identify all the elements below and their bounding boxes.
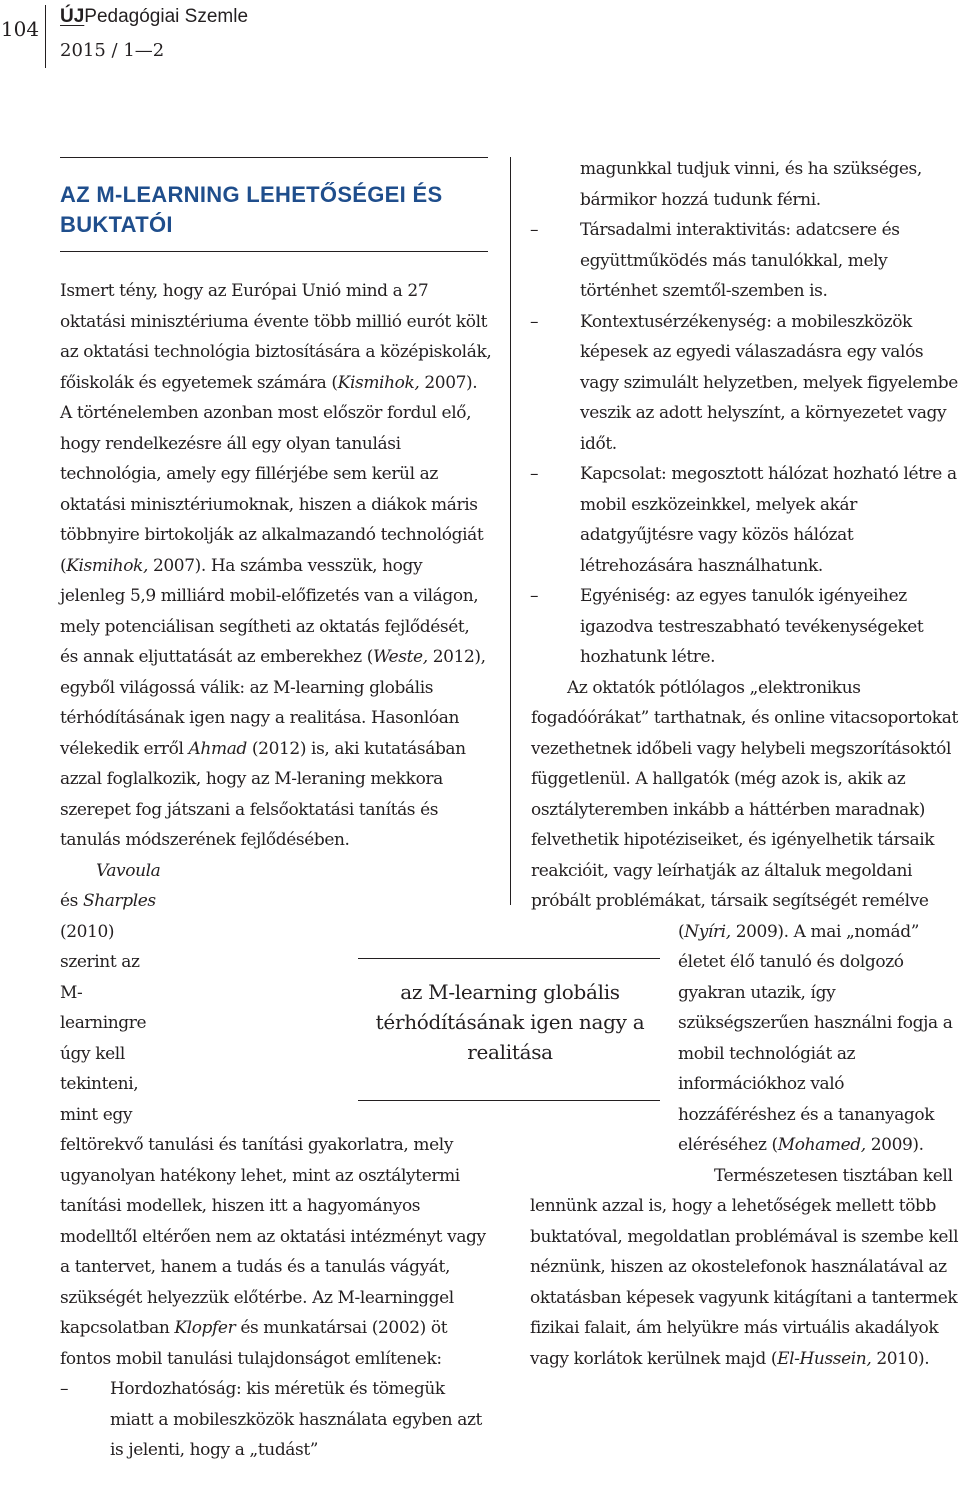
citation: Nyíri, [684, 921, 731, 942]
citation: Klopfer [174, 1318, 236, 1338]
citation: Mohamed, [777, 1135, 866, 1155]
list-item: – Kapcsolat: megosztott hálózat hozható létre a mobil eszközeinkkel, melyek akár adatgyűjtésre vagy közös hálózat létrehozására használhatunk. [530, 464, 957, 576]
citation: Ahmad [188, 738, 247, 759]
list-item: – Társadalmi interaktivitás: adatcsere és együttműködés más tanulókkal, mely történhet szemtől-szemben is. [530, 220, 900, 301]
list-item: – Hordozhatóság: kis méretük és tömegük miatt a mobileszközök használata egyben azt is jelenti, hogy a „tudást” [60, 1379, 482, 1460]
section-title: AZ M-LEARNING LEHETŐSÉGEI ÉS BUKTATÓI [60, 182, 443, 237]
journal-name: Pedagógiai Szemle [84, 6, 249, 27]
right-column [530, 154, 960, 1374]
journal-prefix: ÚJ [60, 6, 85, 27]
journal-title [60, 6, 248, 28]
page-number: 104 [0, 17, 40, 41]
citation: Kismihok, [337, 372, 420, 393]
list-item: – Kontextusérzékenység: a mobileszközök képesek az egyedi válaszadásra egy valós vagy szimulált helyzetben, melyek figyelembe veszik az adott helyszínt, a környezetet vagy időt. [530, 311, 958, 454]
column-divider [510, 157, 511, 905]
citation: Vavoula [96, 860, 161, 881]
left-column [60, 276, 492, 1466]
pull-quote-text: az M-learning globális térhódításának igen nagy a realitása [375, 980, 645, 1064]
paragraph-oktatok: Az oktatók pótlólagos „elektronikus fogadóórákat” tarthatnak, és online vitacsoportokat vezethetnek időbeli vagy helybeli megszorításoktól függetlenül. A hallgatók (még azok is, akik az osztályteremben inkább a háttérben maradnak) felvethetik hipotéziseiket, és igényelhetik társaik reakcióit, vagy leírhatják az általuk megoldani próbált problémákat, társaik segítségét remélve (Nyíri, 2009). A mai „nomád” életet élő tanuló és dolgozó gyakran utazik, így szükségszerűen használni fogja a mobil technológiát az információkhoz való hozzáféréshez és a tananyagok eléréséhez (Mohamed, 2009). [530, 673, 960, 1161]
paragraph-vavoula: Vavoula és Sharples (2010) szerint az M-learningre úgy kell tekinteni, mint egy feltörekvő tanulási és tanítási gyakorlatra, mely ugyanolyan hatékony lehet, mint az osztálytermi tanítási modellek, hiszen itt a hagyományos modelltől eltérően nem az oktatási intézményt vagy a tantervet, hanem a tudás és a tanulás vágyát, szükségét helyezzük előtérbe. Az M-learninggel kapcsolatban Klopfer és munkatársai (2002) öt fontos mobil tanulási tulajdonságot említenek: [60, 860, 486, 1369]
paragraph-termeszetesen: Természetesen tisztában kell lennünk azzal is, hogy a lehetőségek mellett több buktatóval, megoldatlan problémával is szembe kell néznünk, hiszen az okostelefonok használatával az oktatásban képesek vagyunk kitágítani a tantermek fizikai falait, ám helyükre más virtuális akadályok vagy korlátok kerülnek majd (El-Hussein, 2010). [530, 1165, 959, 1369]
title-bottom-rule [60, 251, 488, 252]
list-continuation: magunkkal tudjuk vinni, és ha szükséges, bármikor hozzá tudunk férni. [580, 159, 922, 210]
citation: El-Hussein, [777, 1348, 872, 1369]
citation: Kismihok, [66, 555, 148, 576]
paragraph-intro: Ismert tény, hogy az Európai Unió mind a 27 oktatási minisztériuma évente több millió eurót költ az oktatási technológia biztosítására a középiskolák, főiskolák és egyetemek számára (Kismihok, 2007). A történelemben azonban most először fordul elő, hogy rendelkezésre áll egy olyan tanulási technológia, amely egy fillérjébe sem kerül az oktatási minisztériumoknak, hiszen a diákok máris többnyire birtokolják az alkalmazandó technológiát (Kismihok, 2007). Ha számba vesszük, hogy jelenleg 5,9 milliárd mobil-előfizetés van a világon, mely potenciálisan segítheti az oktatás fejlődését, és annak eljuttatását az emberekhez (Weste, 2012), egyből világossá válik: az M-learning globális térhódításának igen nagy a realitása. Hasonlóan vélekedik erről Ahmad (2012) is, aki kutatásában azzal foglalkozik, hogy az M-leraning mekkora szerepet fog játszani a felsőoktatási tanítás és tanulás módszerének fejlődésében. [60, 281, 492, 850]
issue-label: 2015 / 1—2 [60, 40, 165, 61]
citation: Weste, [372, 647, 428, 667]
list-item: – Egyéniség: az egyes tanulók igényeihez igazodva testreszabható tevékenységeket hozhatunk létre. [530, 586, 924, 667]
pull-quote-space [530, 925, 678, 1165]
citation: Sharples [83, 891, 156, 911]
title-top-rule [60, 157, 488, 158]
pull-quote-space [162, 826, 492, 1126]
header-divider [45, 5, 46, 68]
